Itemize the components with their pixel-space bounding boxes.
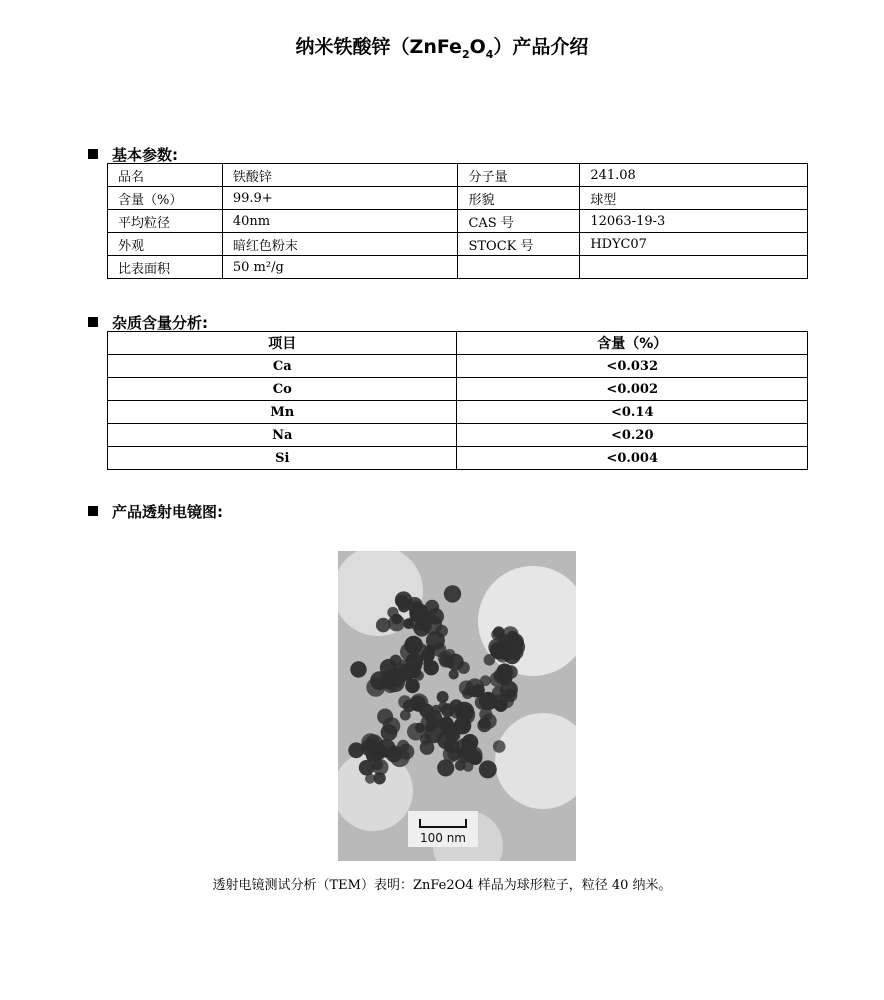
table-row	[108, 447, 808, 470]
particle	[493, 740, 506, 753]
particle	[468, 751, 482, 765]
particle	[410, 604, 423, 617]
particle	[441, 703, 455, 717]
table-cell: 50 m²/g	[222, 256, 458, 279]
particle	[359, 760, 375, 776]
particle	[398, 659, 409, 670]
particle	[350, 661, 366, 677]
table-cell: 含量（%）	[108, 187, 223, 210]
table-cell: 99.9+	[222, 187, 458, 210]
bullet-icon	[88, 149, 98, 159]
bullet-icon	[88, 317, 98, 327]
particle	[437, 691, 449, 703]
scale-bar-label: 100 nm	[419, 831, 467, 845]
table-cell: Co	[108, 378, 457, 401]
particle	[492, 644, 507, 659]
table-cell: 球型	[580, 187, 808, 210]
table-cell: Mn	[108, 401, 457, 424]
particle	[472, 684, 485, 697]
particle	[361, 739, 379, 757]
particle	[381, 724, 398, 741]
table-cell: <0.032	[457, 355, 808, 378]
section-impurity-heading: 杂质含量分析:	[88, 312, 208, 333]
particle	[444, 585, 461, 602]
particle	[376, 618, 391, 633]
table-row	[108, 187, 808, 210]
particle	[420, 734, 431, 745]
table-cell: 平均粒径	[108, 210, 223, 233]
particle	[405, 679, 420, 694]
table-cell: Ca	[108, 355, 457, 378]
column-header: 含量（%）	[457, 332, 808, 355]
table-cell: 40nm	[222, 210, 458, 233]
particle	[411, 661, 422, 672]
table-cell: 形貌	[458, 187, 580, 210]
particle	[479, 760, 497, 778]
table-row	[108, 378, 808, 401]
table-cell: 分子量	[458, 164, 580, 187]
bullet-icon	[88, 506, 98, 516]
particle	[426, 631, 445, 650]
table-row	[108, 210, 808, 233]
table-row	[108, 233, 808, 256]
table-row	[108, 424, 808, 447]
table-row	[108, 355, 808, 378]
table-cell: 比表面积	[108, 256, 223, 279]
table-cell: HDYC07	[580, 233, 808, 256]
page-title: 纳米铁酸锌$(ZnFe_2O_4)$产品介绍	[295, 36, 589, 61]
particle	[477, 718, 491, 732]
table-cell: 铁酸锌	[222, 164, 458, 187]
particle	[431, 705, 441, 715]
table-cell: <0.20	[457, 424, 808, 447]
basic-params-table	[107, 163, 808, 279]
particle	[443, 746, 460, 763]
table-header-row	[108, 332, 808, 355]
table-cell: 暗红色粉末	[222, 233, 458, 256]
particle	[414, 670, 424, 680]
particle	[380, 672, 393, 685]
table-row	[108, 256, 808, 279]
particle	[492, 694, 508, 710]
table-row	[108, 164, 808, 187]
table-cell: <0.004	[457, 447, 808, 470]
table-cell: 外观	[108, 233, 223, 256]
impurity-table	[107, 331, 808, 470]
particle	[425, 600, 439, 614]
particle	[480, 675, 491, 686]
table-cell: Na	[108, 424, 457, 447]
particle	[421, 648, 435, 662]
tem-caption: 透射电镜测试分析（TEM）表明：ZnFe2O4 样品为球形粒子，粒径 40 纳米。	[212, 878, 672, 893]
table-cell: <0.14	[457, 401, 808, 424]
particle	[449, 669, 459, 679]
particle	[388, 615, 405, 632]
particle	[400, 710, 411, 721]
particle	[438, 651, 452, 665]
particle	[420, 620, 432, 632]
table-cell: STOCK 号	[458, 233, 580, 256]
table-cell: 12063-19-3	[580, 210, 808, 233]
table-cell: Si	[108, 447, 457, 470]
table-cell: 241.08	[580, 164, 808, 187]
particle	[497, 663, 513, 679]
section-tem-heading: 产品透射电镜图:	[88, 501, 223, 522]
table-cell: 品名	[108, 164, 223, 187]
table-row	[108, 401, 808, 424]
column-header: 项目	[108, 332, 457, 355]
particle	[395, 591, 413, 609]
particle	[390, 747, 410, 767]
table-cell	[458, 256, 580, 279]
particle	[455, 717, 469, 731]
particle	[459, 680, 474, 695]
table-cell: CAS 号	[458, 210, 580, 233]
table-cell	[580, 256, 808, 279]
table-cell: <0.002	[457, 378, 808, 401]
particle	[458, 662, 470, 674]
section-basic-heading: 基本参数:	[88, 144, 178, 165]
tem-image	[338, 551, 576, 861]
